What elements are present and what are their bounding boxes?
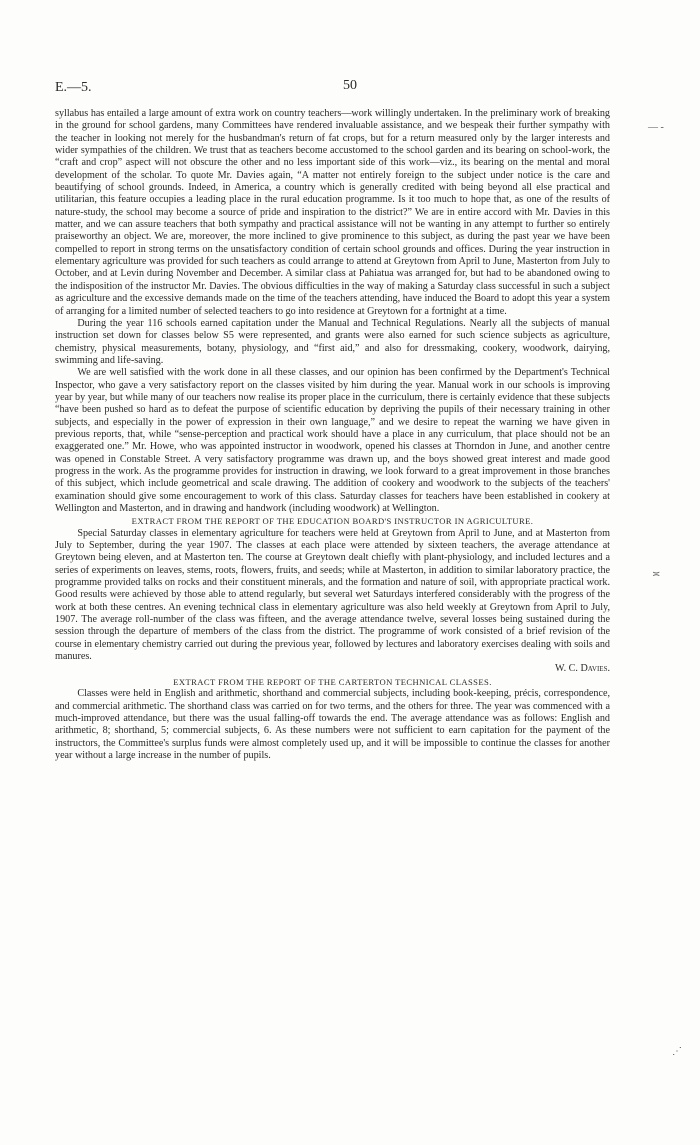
body-paragraph: Special Saturday classes in elementary agriculture for teachers were held at Greytown from April to June, and at Masterton from July to September, during the year 1907. The classes at each place were attended by sixteen teachers, the average attendance at Greytown being eleven, and at Masterton ten. The course at Greytown dealt chiefly with plant-physiology, and included lectures and a series of experiments on leaves, stems, roots, flowers, fruits, and seeds; while at Masterton, in addition to similar laboratory practice, the programme provided talks on rocks and their constituent minerals, and the formation and nature of soil, with appropriate practical work. Good results were achieved by those able to attend regularly, but several wet Saturdays interfered considerably with the progress of the work at both these centres. An evening technical class in elementary agriculture was also held weekly at Greytown from April to July, 1907. The average roll-number of the class was fifteen, and the average attendance twelve, several losses being sustained during the session through the departure of members of the class from the district. The programme of work consisted of a brief revision of the course in elementary chemistry carried out during the previous year, followed by lectures and laboratory exercises dealing with soils and manures. [55,527,610,663]
margin-mark: ⋰ [672,1046,682,1057]
body-paragraph: During the year 116 schools earned capitation under the Manual and Technical Regulations. Nearly all the subjects of manual instruction set down for classes below S5 were represented, and grants were also earned for such science subjects as agriculture, chemistry, physical measurements, botany, physiology, and “first aid,” and also for dressmaking, cookery, woodwork, dairying, swimming and life-saving. [55,317,610,366]
body-paragraph: Classes were held in English and arithmetic, shorthand and commercial subjects, including book-keeping, précis, correspondence, and commercial arithmetic. The shorthand class was carried on for two terms, and the others for three. The year was commenced with a much-improved attendance, but there was the usual falling-off towards the end. The average attendance was as follows: English and arithmetic, 8; shorthand, 5; commercial subjects, 6. As these numbers were not sufficient to earn capitation for the payment of the instructors, the Committee's surplus funds were almost completely used up, and it will be impossible to continue the classes for another year without a large increase in the number of pupils. [55,688,610,761]
body-paragraph: We are well satisfied with the work done in all these classes, and our opinion has been confirmed by the Department's Technical Inspector, who gave a very satisfactory report on the classes visited by him during the year. Manual work in our schools is improving year by year, but while many of our teachers now realise its proper place in the curriculum, there is certainly evidence that these subjects “have been pushed so hard as to defeat the purpose of scientific education by depriving the pupils of their necessary training in other subjects, and especially in the power of expression in their own language,” and we desire to repeat the warning we have given in previous reports, that, while “sense-perception and practical work should have a place in any curriculum, that place should not be an exaggerated one.” Mr. Howe, who was appointed instructor in woodwork, opened his classes at Thorndon in June, and another centre was opened in Constable Street. A very satisfactory programme was drawn up, and the boys showed great interest and made good progress in the work. As the programme provides for instruction in drawing, we look forward to a great improvement in those branches of this subject, which include geometrical and scale drawing. The addition of cookery and woodwork to the subjects of the teachers' examination should give some encouragement to work of this class. Saturday classes for teachers have been established in cookery at Wellington and Masterton, and in drawing and handwork (including woodwork) at Wellington. [55,367,610,514]
page-number: 50 [343,78,357,93]
signature: W. C. Davies. [554,663,610,675]
page-body [55,108,610,762]
margin-mark: — ‐ [648,122,664,133]
section-heading: EXTRACT FROM THE REPORT OF THE EDUCATION BOARD'S INSTRUCTOR IN AGRICULTURE. [131,516,534,527]
document-code: E.—5. [55,80,92,95]
body-paragraph: syllabus has entailed a large amount of extra work on country teachers—work willingly undertaken. In the preliminary work of breaking in the ground for school gardens, many Committees have rendered invaluable assistance, and we bespeak their further sympathy with the teacher in looking not merely for the husbandman's return of fat crops, but for a return measured only by the larger interests and wider sympathies of the children. We trust that as teachers become accustomed to the school garden and its bearing on school-work, the “craft and crop” aspect will not obscure the other and no less important side of this work—viz., its bearing on the mental and moral development of the scholar. To quote Mr. Davies again, “A matter not entirely foreign to the subject under notice is the care and beautifying of school grounds. Indeed, in America, a country which is generally credited with being beyond all else practical and utilitarian, this feature occupies a leading place in the rural education programme. Is it too much to hope that, as one of the results of nature-study, the school may become a source of pride and inspiration to the district?” We are in entire accord with Mr. Davies in this matter, and we can assure teachers that both sympathy and practical assistance will not be wanting in any attempt to further so entirely praiseworthy an object. We are, moreover, the more inclined to give prominence to this subject, as during the past year we have been compelled to report in strong terms on the unsatisfactory condition of certain school grounds and offices. During the year instruction in elementary agriculture was provided for such teachers as could arrange to attend at Greytown from April to June, Masterton from July to October, and at Levin during November and December. A similar class at Pahiatua was arranged for, but had to be abandoned owing to the indisposition of the instructor Mr. Davies. The obvious difficulties in the way of making a Saturday class successful in such a subject as agriculture and the excessive demands made on the time of the teachers attending, have induced the Board to adopt this year a system of arranging for a limited number of selected teachers to go into residence at Greytown for a fortnight at a time. [55,108,610,317]
section-heading: EXTRACT FROM THE REPORT OF THE CARTERTON TECHNICAL CLASSES. [173,676,492,687]
margin-mark: ≍ [652,569,661,580]
